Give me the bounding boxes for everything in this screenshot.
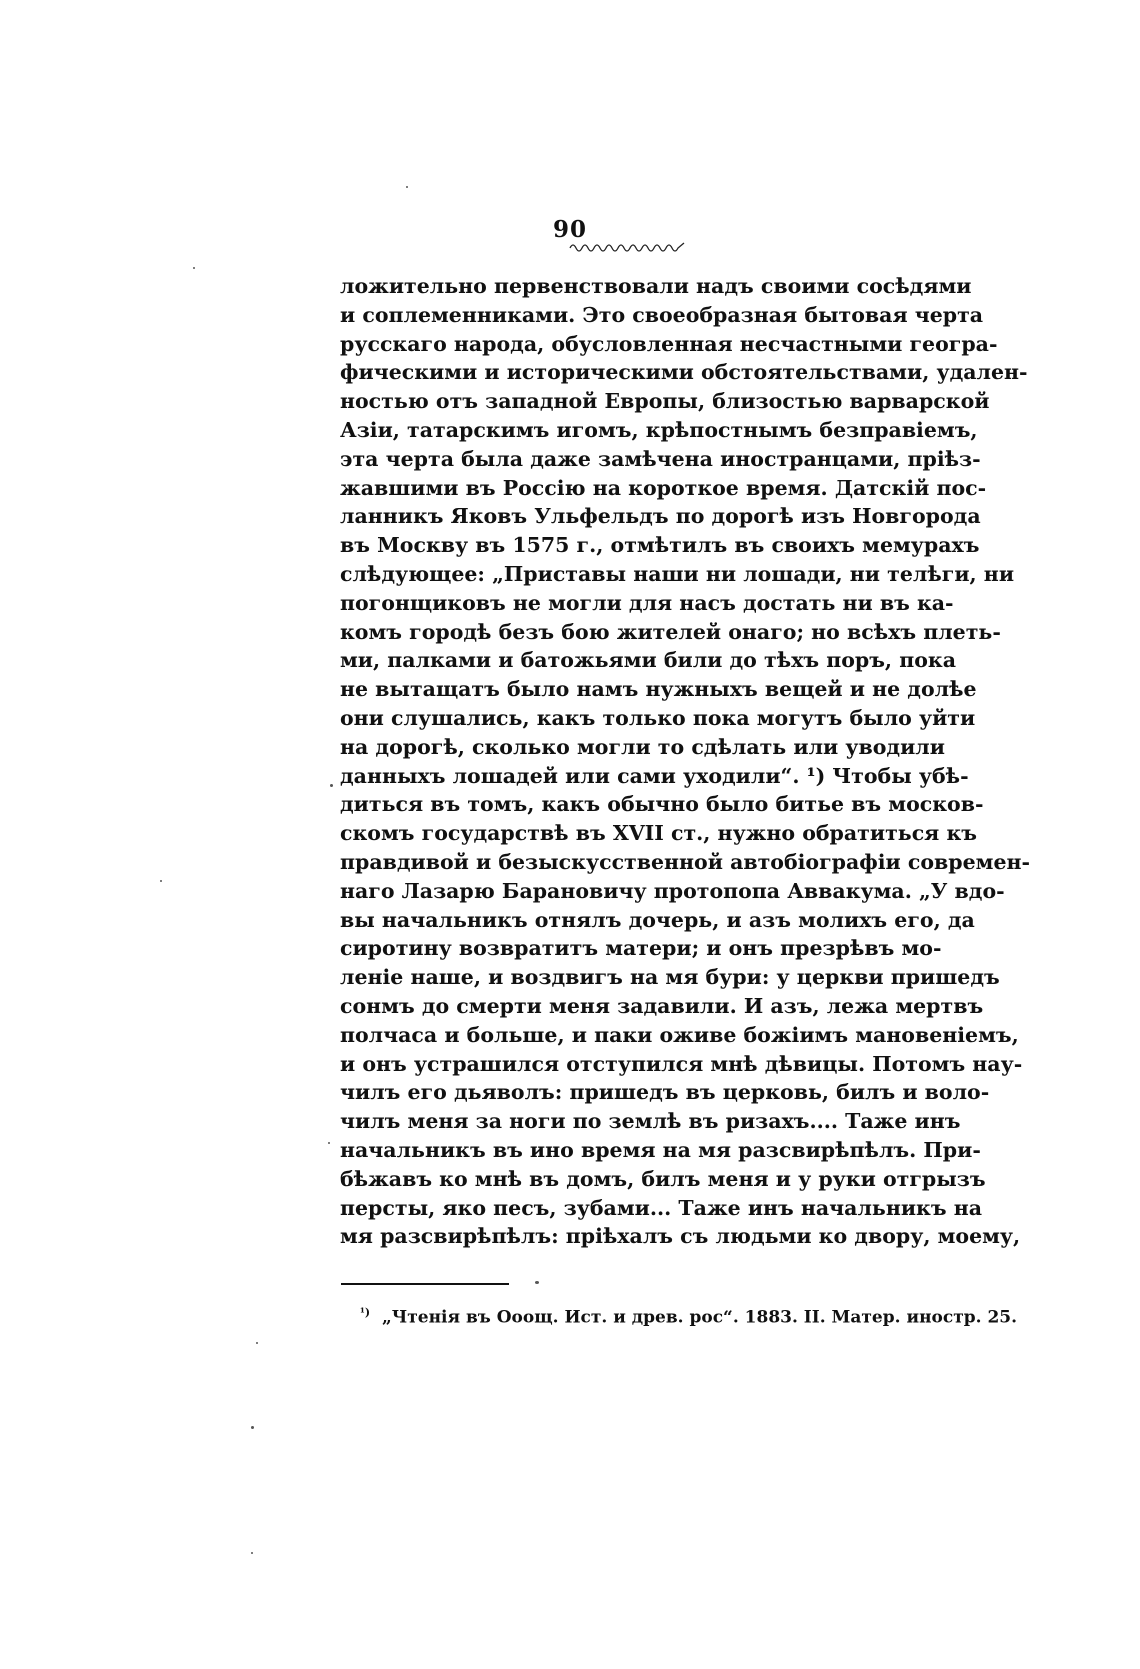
text-line: и онъ устрашился отступился мнѣ дѣвицы. Потомъ нау- [340, 1051, 1023, 1076]
text-line: слѣдующее: „Приставы наши ни лошади, ни телѣги, ни [340, 561, 1015, 586]
scan-speck [251, 1552, 253, 1554]
scan-speck [535, 1281, 539, 1284]
text-line: полчаса и больше, и паки оживе божіимъ мановеніемъ, [340, 1022, 1019, 1047]
text-line: ностью отъ западной Европы, близостью варварской [340, 389, 990, 414]
text-line: диться въ томъ, какъ обычно было битье въ москов- [340, 792, 984, 817]
scan-speck [406, 186, 408, 188]
scan-speck [328, 1142, 330, 1144]
footnote-mark: ¹) [360, 1306, 371, 1319]
text-line: жавшими въ Россію на короткое время. Датскій пос- [340, 475, 987, 500]
text-line: сиротину возвратитъ матери; и онъ презрѣвъ мо- [340, 936, 942, 961]
text-line: и соплеменниками. Это своеобразная бытовая черта [340, 302, 984, 327]
text-line: наго Лазарю Барановичу протопопа Аввакума. „У вдо- [340, 878, 1005, 903]
text-line: комъ городѣ безъ бою жителей онаго; но всѣхъ плеть- [340, 619, 1001, 644]
text-line: русскаго народа, обусловленная несчастными геогра- [340, 331, 998, 356]
scan-speck [160, 880, 162, 882]
text-line: Азіи, татарскимъ игомъ, крѣпостнымъ безправіемъ, [340, 417, 978, 442]
text-line: эта черта была даже замѣчена иностранцами, пріѣз- [340, 446, 981, 471]
page-number: 90 [552, 216, 587, 243]
text-line: скомъ государствѣ въ XVII ст., нужно обратиться къ [340, 821, 977, 846]
scan-speck [251, 1426, 254, 1429]
text-line: ми, палками и батожьями били до тѣхъ поръ, пока [340, 648, 956, 673]
footnote-separator [341, 1283, 509, 1285]
text-line: не вытащатъ было намъ нужныхъ вещей и не долѣе [340, 677, 977, 702]
text-line: мя разсвирѣпѣлъ: пріѣхалъ съ людьми ко двору, моему, [340, 1224, 1021, 1249]
body-text [340, 272, 1031, 1251]
text-line: сонмъ до смерти меня задавили. И азъ, лежа мертвъ [340, 993, 984, 1018]
text-line: ложительно первенствовали надъ своими сосѣдями [340, 274, 972, 298]
text-line: они слушались, какъ только пока могутъ было уйти [340, 705, 976, 730]
scan-speck [193, 267, 195, 269]
text-line: чилъ меня за ноги по землѣ въ ризахъ.... Таже инъ [340, 1109, 961, 1134]
text-line: данныхъ лошадей или сами уходили“. ¹) Чтобы убѣ- [340, 763, 969, 788]
text-line: бѣжавъ ко мнѣ въ домъ, билъ меня и у руки отгрызъ [340, 1166, 986, 1191]
text-line: фическими и историческими обстоятельствами, удален- [340, 360, 1028, 385]
footnote [360, 1302, 1018, 1329]
text-line: леніе наше, и воздвигъ на мя бури: у церкви пришедъ [340, 965, 1000, 990]
page-number-ornament [568, 240, 686, 252]
text-line: въ Москву въ 1575 г., отмѣтилъ въ своихъ мемурахъ [340, 533, 980, 558]
text-line: персты, яко песъ, зубами... Таже инъ начальникъ на [340, 1195, 982, 1220]
text-line: погонщиковъ не могли для насъ достать ни въ ка- [340, 590, 954, 615]
text-line: начальникъ въ ино время на мя разсвирѣпѣлъ. При- [340, 1137, 981, 1162]
text-line: на дорогѣ, сколько могли то сдѣлать или уводили [340, 734, 945, 759]
text-line: ланникъ Яковъ Ульфельдъ по дорогѣ изъ Новгорода [340, 504, 981, 529]
scan-speck [256, 1342, 258, 1344]
text-line: вы начальникъ отнялъ дочерь, и азъ молихъ его, да [340, 907, 975, 932]
text-line: чилъ его дьяволъ: пришедъ въ церковь, билъ и воло- [340, 1080, 990, 1105]
text-line: правдивой и безыскусственной автобіографіи современ- [340, 849, 1031, 874]
scan-speck [330, 784, 333, 787]
footnote-text: „Чтенія въ Ооощ. Ист. и древ. рос“. 1883. II. Матер. иностр. 25. [381, 1307, 1018, 1328]
